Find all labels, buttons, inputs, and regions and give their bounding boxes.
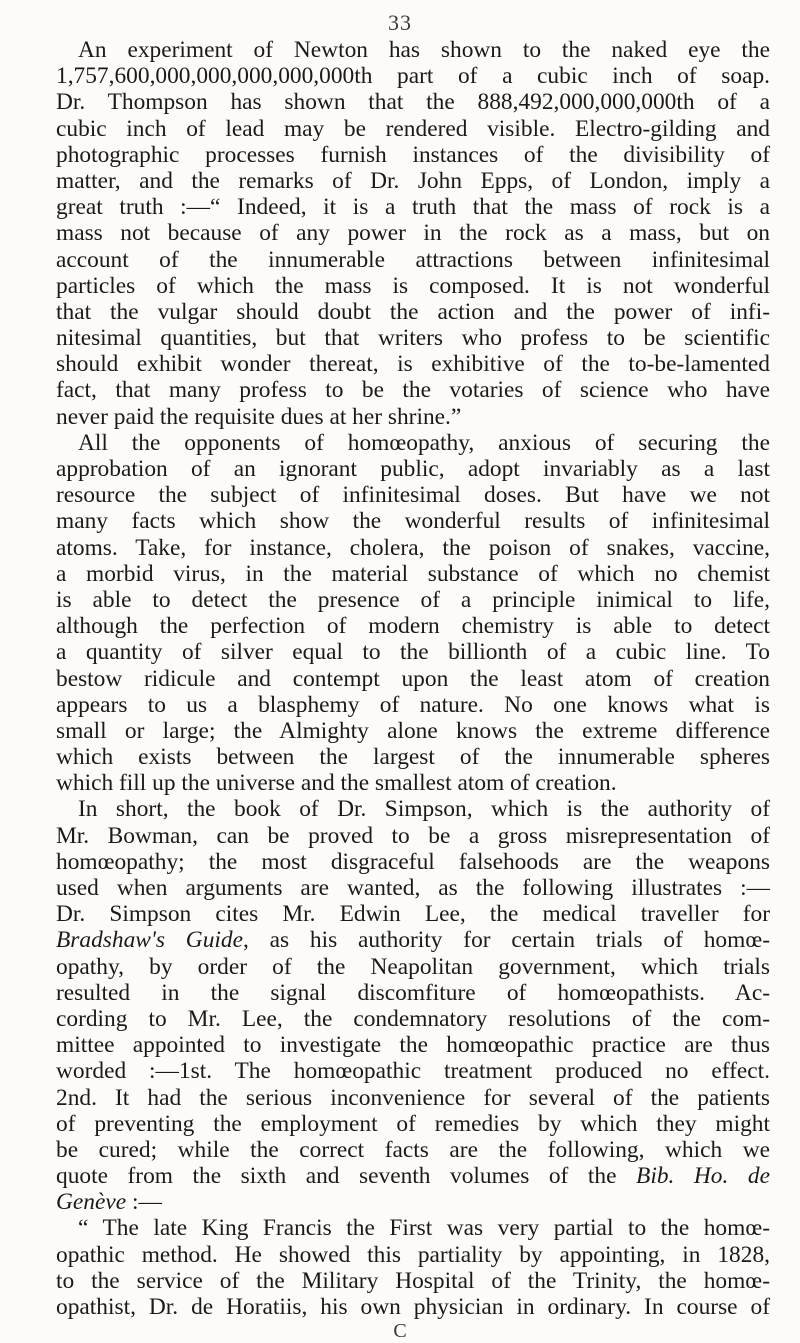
text-line: photographic processes furnish instances of the divisibility of: [56, 141, 770, 168]
text-line: fact, that many profess to be the votaries of science who have: [56, 377, 770, 404]
text-line: account of the innumerable attractions between infinitesimal: [56, 246, 770, 273]
text-line: small or large; the Almighty alone knows the extreme difference: [56, 717, 770, 744]
text-line: approbation of an ignorant public, adopt invariably as a last: [56, 456, 770, 482]
text-line: opathic method. He showed this partiality by appointing, in 1828,: [56, 1241, 770, 1268]
text-line: bestow ridicule and contempt upon the least atom of creation: [56, 665, 770, 692]
text-line: mittee appointed to investigate the homœopathic practice are thus: [56, 1032, 770, 1059]
text-line: “ The late King Francis the First was very partial to the homœ-: [78, 1215, 770, 1242]
text-line: nitesimal quantities, but that writers who profess to be scientific: [56, 325, 770, 352]
text-line: atoms. Take, for instance, cholera, the poison of snakes, vaccine,: [56, 534, 770, 561]
text-line: An experiment of Newton has shown to the naked eye the: [78, 37, 770, 63]
text-line: should exhibit wonder thereat, is exhibitive of the to-be-lamented: [56, 351, 770, 378]
text-line: cubic inch of lead may be rendered visible. Electro-gilding and: [56, 115, 770, 142]
text-line: is able to detect the presence of a principle inimical to life,: [56, 586, 770, 613]
text-line: which fill up the universe and the smallest atom of creation.: [56, 770, 617, 797]
signature-mark: C: [393, 1320, 407, 1342]
text-line: matter, and the remarks of Dr. John Epps, of London, imply a: [56, 167, 770, 194]
text-line: resource the subject of infinitesimal doses. But have we not: [56, 482, 770, 509]
text-line: used when arguments are wanted, as the following illustrates :—: [56, 875, 770, 901]
text-line: quote from the sixth and seventh volumes of the Bib. Ho. de: [56, 1163, 770, 1190]
text-line: cording to Mr. Lee, the condemnatory resolutions of the com-: [56, 1005, 770, 1032]
text-line: mass not because of any power in the rock as a mass, but on: [56, 220, 770, 247]
text-line: Bradshaw's Guide, as his authority for certain trials of homœ-: [56, 927, 770, 954]
body-text: [56, 37, 770, 1320]
text-line: a morbid virus, in the material substance of which no chemist: [56, 560, 770, 587]
page-number: 33: [388, 10, 412, 35]
text-line: that the vulgar should doubt the action and the power of infi-: [56, 298, 770, 325]
text-line: appears to us a blasphemy of nature. No one knows what is: [56, 691, 770, 718]
text-line: 1,757,600,000,000,000,000,000th part of a cubic inch of soap.: [56, 63, 770, 90]
text-line: great truth :—“ Indeed, it is a truth that the mass of rock is a: [56, 194, 770, 221]
text-line: opathy, by order of the Neapolitan government, which trials: [56, 953, 770, 980]
text-line: to the service of the Military Hospital of the Trinity, the homœ-: [56, 1267, 770, 1294]
text-line: In short, the book of Dr. Simpson, which is the authority of: [78, 796, 770, 823]
text-line: opathist, Dr. de Horatiis, his own physician in ordinary. In course of: [56, 1294, 770, 1320]
text-line: many facts which show the wonderful results of infinitesimal: [56, 508, 770, 535]
text-line: 2nd. It had the serious inconvenience for several of the patients: [56, 1084, 770, 1111]
text-line: particles of which the mass is composed. It is not wonderful: [56, 272, 770, 299]
text-line: which exists between the largest of the innumerable spheres: [56, 744, 770, 771]
text-line: homœopathy; the most disgraceful falsehoods are the weapons: [56, 848, 770, 875]
text-line: Dr. Simpson cites Mr. Edwin Lee, the medical traveller for: [56, 901, 770, 928]
text-line: Mr. Bowman, can be proved to be a gross misrepresentation of: [56, 822, 770, 849]
text-line: All the opponents of homœopathy, anxious of securing the: [78, 429, 770, 456]
text-line: never paid the requisite dues at her shrine.”: [56, 403, 462, 430]
text-line: although the perfection of modern chemistry is able to detect: [56, 613, 770, 640]
text-line: of preventing the employment of remedies by which they might: [56, 1110, 770, 1137]
text-line: Genève :—: [56, 1189, 162, 1216]
text-line: resulted in the signal discomfiture of homœopathists. Ac-: [56, 979, 770, 1006]
text-line: worded :—1st. The homœopathic treatment produced no effect.: [56, 1058, 770, 1085]
text-line: Dr. Thompson has shown that the 888,492,000,000,000th of a: [56, 89, 770, 116]
text-line: a quantity of silver equal to the billionth of a cubic line. To: [56, 639, 770, 666]
text-line: be cured; while the correct facts are the following, which we: [56, 1136, 770, 1163]
